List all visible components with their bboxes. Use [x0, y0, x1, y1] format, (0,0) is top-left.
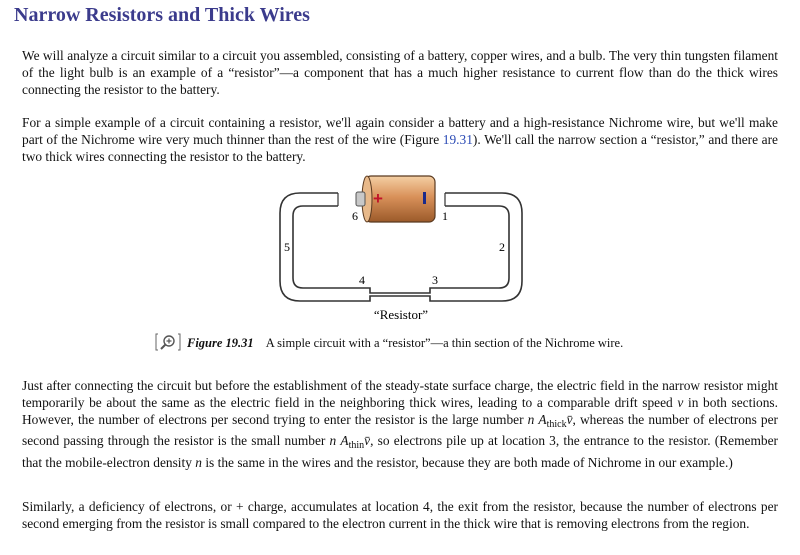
para3-text-5: is the same in the wires and the resistor, because they are both made of Nichrome in our example.): [201, 455, 733, 471]
circuit-diagram: [270, 168, 530, 328]
symbol-vbar: v̄: [566, 411, 573, 427]
figure-caption-text: A simple circuit with a “resistor”—a thin section of the Nichrome wire.: [265, 336, 624, 350]
para3-text-2: in both sections. However, the number of electrons per second trying to enter the resistor is the large number: [22, 394, 778, 427]
location-label-3: 3: [432, 273, 438, 287]
location-label-6: 6: [352, 209, 358, 223]
symbol-area: A: [340, 433, 349, 449]
resistor-label: “Resistor”: [373, 307, 429, 322]
battery-minus-mark: [423, 192, 426, 204]
magnify-plus-icon: [155, 333, 181, 351]
location-label-1: 1: [442, 209, 448, 223]
symbol-n: n: [329, 433, 337, 449]
location-label-4: 4: [359, 273, 365, 287]
symbol-n: n: [195, 455, 202, 471]
symbol-vbar: v̄: [364, 433, 371, 449]
subscript-thin: thin: [348, 440, 365, 452]
symbol-n: n: [527, 411, 535, 427]
battery-plus-sign: +: [373, 189, 383, 208]
figure-caption: [155, 333, 623, 351]
figure-reference-link[interactable]: 19.31: [442, 131, 473, 147]
para2-text-after: ). We'll call the narrow section a “resistor,” and there are two thick wires connecting the resistor to the battery.: [22, 131, 778, 164]
symbol-area: A: [538, 411, 547, 427]
paragraph-intro: We will analyze a circuit similar to a circuit you assembled, consisting of a battery, copper wires, and a bulb. The very thin tungsten filament of the light bulb is an example of a “resistor”—a component that has a much higher resistance to current flow than do the thick wires connecting the resistor to the battery.: [22, 48, 778, 97]
para2-text-before: For a simple example of a circuit containing a resistor, we'll again consider a battery and a high-resistance Nichrome wire, but we'll make part of the Nichrome wire very much thinner than the rest of the wire (Figure: [22, 115, 778, 147]
paragraph-analysis: [22, 378, 778, 472]
zoom-figure-button[interactable]: [155, 333, 181, 351]
section-title: Narrow Resistors and Thick Wires: [14, 4, 310, 26]
location-label-2: 2: [499, 240, 505, 254]
paragraph-deficiency: Similarly, a deficiency of electrons, or + charge, accumulates at location 4, the exit from the resistor, because the number of electrons per second emerging from the resistor is small compared to the electron current in the thick wire that is removing electrons from the region.: [22, 499, 778, 531]
symbol-v: v: [677, 394, 684, 410]
para3-text-4: , so electrons pile up at location 3, the entrance to the resistor. (Remember that the mobile-electron density: [22, 433, 778, 471]
para3-text-3: , whereas the number of electrons per second passing through the resistor is the small number: [22, 411, 778, 449]
figure-number: Figure 19.31: [187, 336, 254, 350]
paragraph-example: [22, 115, 778, 165]
para3-text-1: Just after connecting the circuit but before the establishment of the steady-state surface charge, the electric field in the narrow resistor might temporarily be about the same as the electric field in the neighboring thick wires, leading to a comparable drift speed: [22, 378, 778, 410]
battery-terminal-nub: [356, 192, 365, 206]
location-label-5: 5: [284, 240, 290, 254]
subscript-thick: thick: [546, 418, 567, 430]
